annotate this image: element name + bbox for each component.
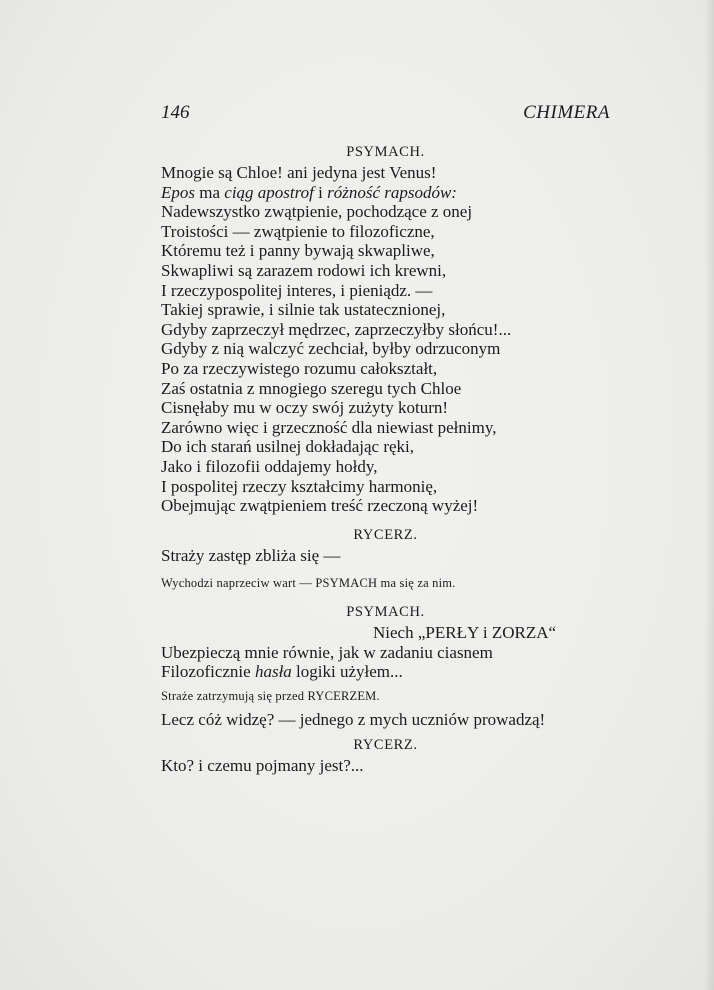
verse-fragment-italic: różność rapsodów: — [327, 182, 457, 202]
verse-line: Zaś ostatnia z mnogiego szeregu tych Chloe — [161, 378, 462, 398]
verse-line: I rzeczypospolitej interes, i pieniądz. — — [161, 280, 433, 300]
verse-line-italic — [161, 662, 610, 682]
drama-text — [161, 141, 610, 775]
verse-line: Jako i filozofii oddajemy hołdy, — [161, 456, 378, 476]
stage-direction: Straże zatrzymują się przed RYCERZEM. — [161, 689, 380, 704]
verse-line: Gdyby z nią walczyć zechciał, byłby odrzuconym — [161, 339, 501, 359]
page-edge-shadow — [704, 0, 714, 990]
stage-direction: Wychodzi naprzeciw wart — PSYMACH ma się za nim. — [161, 576, 456, 591]
verse-fragment: ma — [195, 182, 225, 202]
verse-line: Zarówno więc i grzeczność dla niewiast pełnimy, — [161, 417, 497, 437]
spacer — [161, 516, 610, 524]
verse-line: Któremu też i panny bywają skwapliwe, — [161, 241, 435, 261]
verse-line: Skwapliwi są zarazem rodowi ich krewni, — [161, 260, 447, 280]
verse-line-italic — [161, 183, 610, 203]
spacer — [161, 593, 610, 601]
speaker-name: RYCERZ. — [353, 526, 418, 543]
page-number: 146 — [161, 102, 190, 123]
speaker-name: RYCERZ. — [353, 736, 418, 753]
verse-line: Gdyby zaprzeczył mędrzec, zaprzeczyłby słońcu!... — [161, 319, 512, 339]
verse-line: Ubezpieczą mnie równie, jak w zadaniu ciasnem — [161, 642, 493, 662]
verse-line: Kto? i czemu pojmany jest?... — [161, 755, 364, 775]
verse-fragment: logiki użyłem... — [291, 662, 403, 682]
verse-fragment: i — [313, 182, 328, 202]
spacer — [161, 565, 610, 573]
verse-fragment-italic: hasła — [254, 662, 292, 682]
verse-line: Takiej sprawie, i silnie tak ustatecznionej, — [161, 300, 446, 320]
verse-fragment: Filozoficznie — [161, 662, 255, 682]
verse-line: Do ich starań usilnej dokładając ręki, — [161, 437, 415, 457]
verse-line: Obejmując zwątpieniem treść rzeczoną wyżej! — [161, 496, 479, 516]
verse-line: Straży zastęp zbliża się — — [161, 545, 341, 565]
verse-fragment-italic: Epos — [161, 182, 195, 202]
verse-line: Lecz cóż widzę? — jednego z mych uczniów prowadzą! — [161, 710, 546, 730]
verse-fragment-italic: ciąg apostrof — [224, 182, 314, 202]
verse-line: Cisnęłaby mu w oczy swój zużyty koturn! — [161, 398, 449, 418]
page-header — [161, 102, 610, 128]
running-title: CHIMERA — [523, 102, 610, 123]
speaker-name: PSYMACH. — [346, 604, 425, 621]
verse-line: I pospolitej rzeczy kształcimy harmonię, — [161, 476, 438, 496]
speaker-name: PSYMACH. — [346, 144, 425, 160]
verse-line: Nadewszystko zwątpienie, pochodzące z onej — [161, 202, 473, 222]
verse-line-indented: Niech „PERŁY i ZORZA“ — [373, 623, 557, 643]
verse-line: Po za rzeczywistego rozumu całokształt, — [161, 358, 438, 378]
verse-line: Mnogie są Chloe! ani jedyna jest Venus! — [161, 163, 437, 182]
verse-line: Troistości — zwątpienie to filozoficzne, — [161, 221, 435, 241]
